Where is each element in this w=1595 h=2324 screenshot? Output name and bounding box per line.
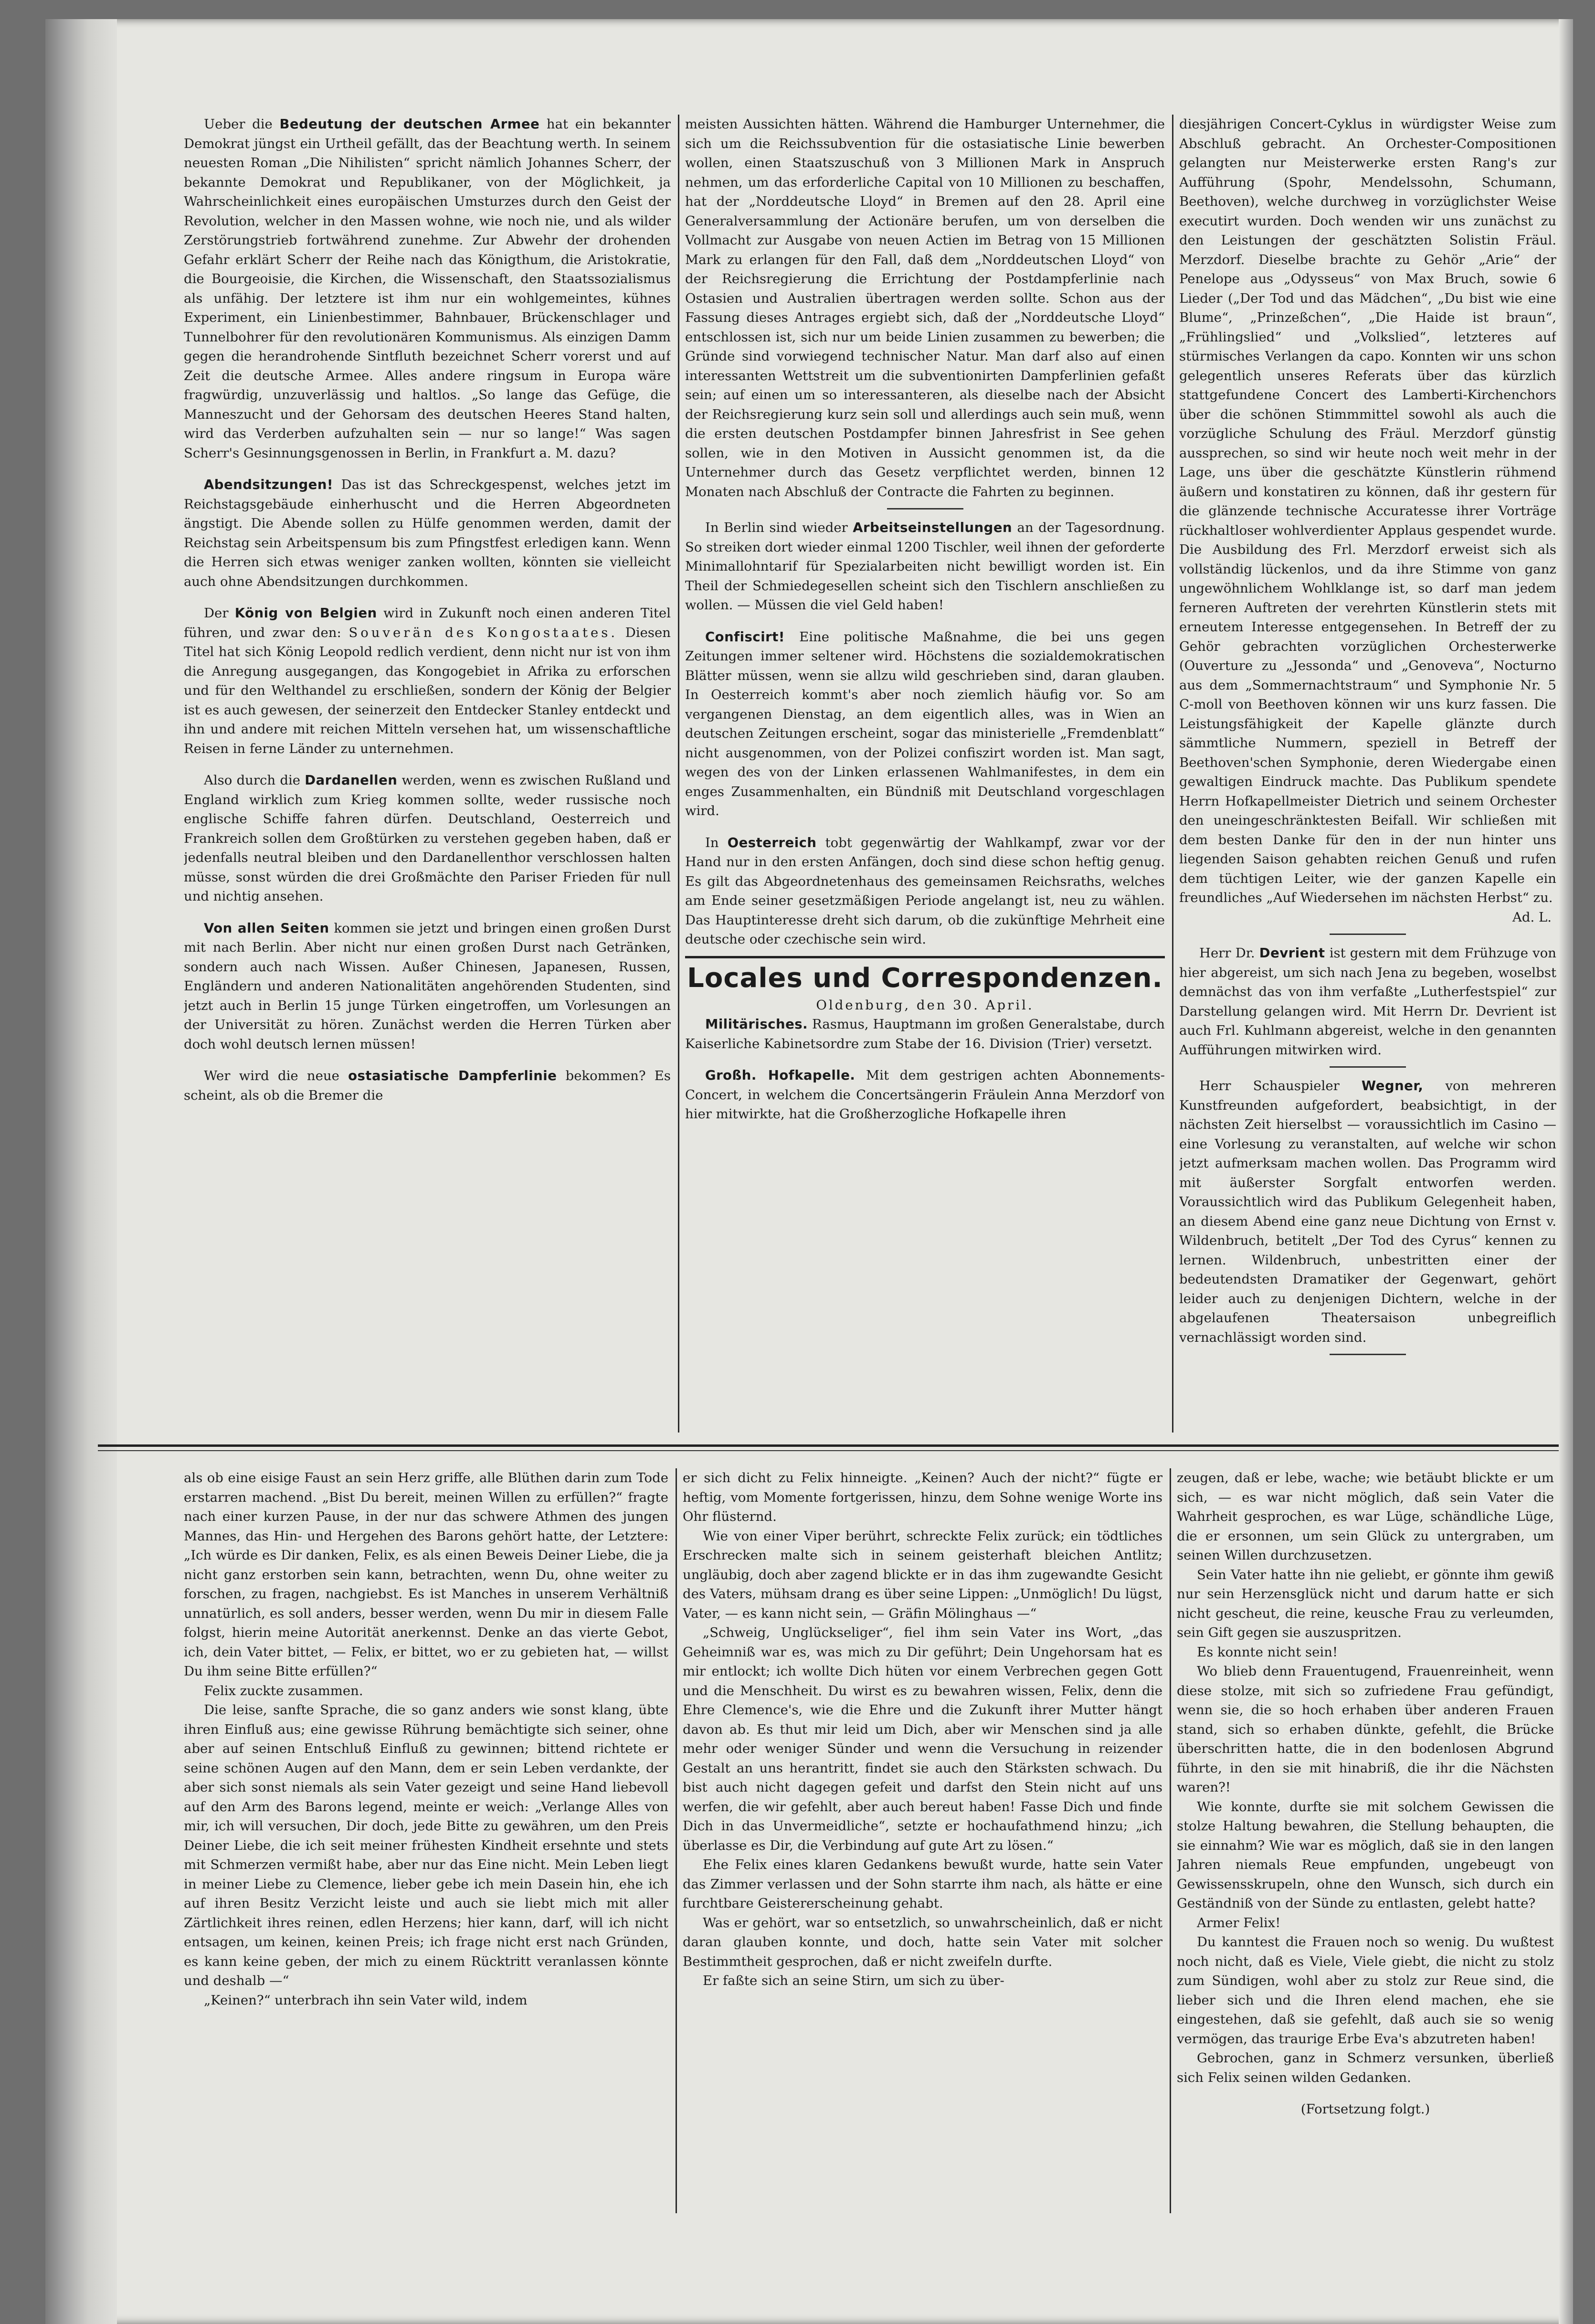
article-dampferlinie-cont: meisten Aussichten hätten. Während die Hamburger Unternehmer, die sich um die Reichssubvention für die ostasiatische Linie bewerben wollen, einen Staatszuschuß von 3 Millionen Mark in Anspruch nehmen, um das erforderliche Capital von 10 Millionen zu beschaffen, hat der „Norddeutsche Lloyd“ in Bremen auf den 28. April eine Generalversammlung der Actionäre berufen, um von derselben die Vollmacht zur Ausgabe von neuen Actien im Betrag von 15 Millionen Mark zu erlangen für den Fall, daß dem „Norddeutschen Lloyd“ von der Reichsregierung die Errichtung der Postdampferlinie nach Ostasien und Australien übertragen werden sollte. Schon aus der Fassung dieses Antrages ergiebt sich, daß der „Norddeutsche Lloyd“ entschlossen ist, sich nur um beide Linien zusammen zu bewerben; die Gründe sind vorwiegend technischer Natur. Man darf also auf einen interessanten Wettstreit um die subventionirten Dampferlinien gefaßt sein; auf einen um so interessanteren, als dieselbe nach der Absicht der Reichsregierung kurz sein soll und allerdings auch sein muß, wenn die ersten deutschen Postdampfer binnen Jahresfrist in See gehen sollen, wie in den Motiven in Aussicht genommen ist, da die Unternehmer durch das Gesetz verpflichtet werden, binnen 12 Monaten nach Abschluß der Contracte die Fahrten zu beginnen.: [685, 117, 1165, 499]
page-right-edge: [1559, 19, 1573, 2324]
feuilleton-column-3: [1177, 1468, 1554, 2213]
feuilleton-paragraph: Gebrochen, ganz in Schmerz versunken, überließ sich Felix seinen wilden Gedanken.: [1177, 2050, 1554, 2085]
feuilleton-column-2: [683, 1468, 1162, 2213]
feuilleton-paragraph: Es konnte nicht sein!: [1197, 1644, 1338, 1660]
column-3: [1179, 115, 1556, 1433]
feuilleton-paragraph: Sein Vater hatte ihn nie geliebt, er gönnte ihm gewiß nur sein Herzensglück nicht und darum hatte er sich nicht gescheut, die reine, keusche Frau zu verleumden, sein Gift gegen sie auszuspritzen.: [1177, 1567, 1554, 1640]
column-1: [184, 115, 671, 1428]
feuilleton-paragraph: Du kanntest die Frauen noch so wenig. Du wußtest noch nicht, daß es Viele, Viele giebt, die nicht zu stolz zum Sündigen, wohl aber zu stolz zur Reue sind, die lieber sich und die Ihren elend machen, ehe sie eingestehen, daß sie gefehlt, daß auch sie so wenig vermögen, das traurige Erbe Eva's abzutreten haben!: [1177, 1934, 1554, 2047]
feuilleton-paragraph: Er faßte sich an seine Stirn, um sich zu über-: [703, 1973, 1004, 1988]
column-divider: [1170, 1468, 1171, 2213]
article-belgien: Der König von Belgien wird in Zukunft noch einen anderen Titel führen, und zwar den: Souverän des Kongostaates. Diesen Titel hat sich König Leopold redlich verdient, denn nicht nur ist von ihm die Anregung ausgegangen, das Kongogebiet in Afrika zu erforschen und für den Welthandel zu erschließen, sondern der König der Belgier ist es auch gewesen, der seinerzeit den Entdecker Stanley entdeckt und ihn und andere mit reichen Mitteln versehen hat, um wissenschaftliche Reisen in ferne Länder zu unternehmen.: [184, 605, 671, 756]
newspaper-page: [45, 19, 1573, 2324]
feuilleton-paragraph: Wie von einer Viper berührt, schreckte Felix zurück; ein tödtliches Erschrecken malte sich in seinem geisterhaft bleichen Antlitz; ungläubig, doch aber zagend blickte er in das ihm zugewandte Gesicht des Vaters, mühsam drang es über seine Lippen: „Unmöglich! Du lügst, Vater, — es kann nicht sein, — Gräfin Mölinghaus —“: [683, 1528, 1162, 1621]
author-signature: Ad. L.: [1512, 909, 1552, 925]
feuilleton-paragraph: als ob eine eisige Faust an sein Herz griffe, alle Blüthen darin zum Tode erstarren machend. „Bist Du bereit, meinen Willen zu erfüllen?“ fragte nach einer kurzen Pause, in der nur das schwere Athmen des jungen Mannes, das Hin- und Hergehen des Barons gehört hatte, der Letztere: „Ich würde es Dir danken, Felix, es als einen Beweis Deiner Liebe, die ja nicht ganz erstorben sein kann, betrachten, wenn Du, ohne weiter zu forschen, zu fragen, nachgiebst. Es ist Manches in unserem Verhältniß unnatürlich, es soll anders, besser werden, wenn Du mir in diesem Falle folgst, hierin meine Autorität anerkennst. Denke an das vierte Gebot, ich, dein Vater bittet, — Felix, er bittet, wo er zu gebieten hat, — willst Du ihm seine Bitte erfüllen?“: [184, 1470, 668, 1679]
article-dampferlinie: Wer wird die neue ostasiatische Dampferlinie bekommen? Es scheint, als ob die Bremer die: [184, 1068, 671, 1103]
feuilleton-paragraph: Felix zuckte zusammen.: [204, 1683, 363, 1698]
article-von-allen-seiten: Von allen Seiten kommen sie jetzt und bringen einen großen Durst mit nach Berlin. Aber nicht nur einen großen Durst nach Getränken, sondern auch nach Wissen. Außer Chinesen, Japanesen, Russen, Engländern und anderen Nationalitäten angehörenden Studenten, sind jetzt auch in Berlin 15 junge Türken eingetroffen, um Vorlesungen an der Universität zu hören. Zunächst werden die Herren Türken aber doch wohl deutsch lernen müssen!: [184, 920, 671, 1052]
article-separator: [1330, 1354, 1406, 1355]
feuilleton-paragraph: „Keinen?“ unterbrach ihn sein Vater wild, indem: [204, 1992, 528, 2008]
feuilleton-paragraph: er sich dicht zu Felix hinneigte. „Keinen? Auch der nicht?“ fügte er heftig, vom Momente fortgerissen, hinzu, dem Sohne wenige Worte ins Ohr flüsternd.: [683, 1470, 1162, 1524]
section-heading: Locales und Correspondenzen.: [685, 956, 1165, 996]
article-separator: [1330, 1066, 1406, 1068]
article-abendsitzungen: Abendsitzungen! Das ist das Schreckgespenst, welches jetzt im Reichstagsgebäude einherhuscht und die Herren Abgeordneten ängstigt. Die Abende sollen zu Hülfe genommen werden, damit der Reichstag sein Arbeitspensum bis zum Pfingstfest erledigen kann. Wenn die Herren sich etwas weniger zanken wollten, könnten sie vielleicht auch ohne Abendsitzungen durchkommen.: [184, 477, 671, 589]
article-oesterreich: In Oesterreich tobt gegenwärtig der Wahlkampf, zwar vor der Hand nur in den ersten Anfängen, doch sind diese schon heftig genug. Es gilt das Abgeordnetenhaus des gemeinsamen Reichsraths, welches am Ende seiner gesetzmäßigen Periode angelangt ist, neu zu wählen. Das Hauptinteresse dreht sich darum, ob die zukünftige Mehrheit eine deutsche oder czechische sein wird.: [685, 835, 1165, 947]
article-hofkapelle: Großh. Hofkapelle. Mit dem gestrigen achten Abonnements-Concert, in welchem die Concertsängerin Fräulein Anna Merzdorf von hier mitwirkte, hat die Großherzogliche Hofkapelle ihren: [685, 1068, 1165, 1122]
page-binding-edge: [45, 19, 117, 2324]
feuilleton-paragraph: zeugen, daß er lebe, wache; wie betäubt blickte er um sich, — es war nicht möglich, daß sein Vater die Wahrheit gesprochen, es war Lüge, schändliche Lüge, die er ersonnen, um sein Glück zu untergraben, um seinen Willen durchzusetzen.: [1177, 1470, 1554, 1563]
feuilleton-paragraph: Was er gehört, war so entsetzlich, so unwahrscheinlich, daß er nicht daran glauben konnte, und doch, hatte sein Vater mit solcher Bestimmtheit gesprochen, daß er nicht zweifeln durfte.: [683, 1915, 1162, 1969]
article-devrient: Herr Dr. Devrient ist gestern mit dem Frühzuge von hier abgereist, um sich nach Jena zu begeben, woselbst demnächst das von ihm verfaßte „Lutherfestspiel“ zur Darstellung gelangen wird. Mit Herrn Dr. Devrient ist auch Frl. Kuhlmann abgereist, welche in den genannten Aufführungen mitwirken wird.: [1179, 945, 1556, 1058]
article-wegner: Herr Schauspieler Wegner, von mehreren Kunstfreunden aufgefordert, beabsichtigt, in der nächsten Zeit hierselbst — voraussichtlich im Casino — eine Vorlesung zu veranstalten, auf welche wir schon jetzt aufmerksam machen wollen. Das Programm wird mit äußerster Sorgfalt entworfen werden. Voraussichtlich wird das Publikum Gelegenheit haben, an diesem Abend eine ganz neue Dichtung von Ernst v. Wildenbruch, betitelt „Der Tod des Cyrus“ kennen zu lernen. Wildenbruch, unbestritten einer der bedeutendsten Dramatiker der Gegenwart, gehört leider auch zu denjenigen Dichtern, welche in der abgelaufenen Theatersaison unbegreiflich vernachlässigt worden sind.: [1179, 1078, 1556, 1345]
feuilleton-paragraph: Wo blieb denn Frauentugend, Frauenreinheit, wenn diese stolze, mit sich so zufriedene Frau gefündigt, wenn sie, die so hoch erhaben über anderen Frauen stand, sich so erhaben dünkte, gefehlt, die Brücke überschritten hatte, die in den bodenlosen Abgrund führte, in den sie mit hinabriß, die ihr die Nächsten waren?!: [1177, 1664, 1554, 1795]
dateline: Oldenburg, den 30. April.: [816, 997, 1034, 1013]
column-divider: [676, 1468, 677, 2213]
feuilleton-paragraph: Die leise, sanfte Sprache, die so ganz anders wie sonst klang, übte ihren Einfluß aus; eine gewisse Rührung bemächtigte sich seiner, ohne aber auf seinen Entschluß Einfluß zu gewinnen; bittend richtete er seine schönen Augen auf den Mann, dem er sein Leben verdankte, der aber sich sonst niemals als sein Vater gezeigt und seine Hand liebevoll auf den Arm des Barons legend, meinte er weich: „Verlange Alles von mir, ich will versuchen, Dir doch, jede Bitte zu gewähren, um den Preis Deiner Liebe, die ich seit meiner frühesten Kindheit ersehnte und stets mit Schmerzen vermißt habe, aber nur das Eine nicht. Mein Leben liegt in meiner Liebe zu Clemence, lieber gebe ich mein Dasein hin, ehe ich auf ihren Besitz Verzicht leiste und auch sie liebt mich mit aller Zärtlichkeit ihres reinen, edlen Herzens; hier kann, darf, will ich nicht entsagen, um keinen, keinen Preis; ich frage nicht erst nach Gründen, es kann keine geben, der mich zu einem Rücktritt veranlassen könnte und deshalb —“: [184, 1702, 668, 1988]
continued-note: (Fortsetzung folgt.): [1300, 2101, 1430, 2117]
column-divider: [678, 115, 679, 1433]
article-arbeitseinstellungen: In Berlin sind wieder Arbeitseinstellungen an der Tagesordnung. So streiken dort wieder einmal 1200 Tischler, weil ihnen der geforderte Minimallohntarif für Spezialarbeiten nicht bewilligt worden ist. Ein Theil der Schmiedegesellen scheint sich den Tischlern anschließen zu wollen. — Müssen die viel Geld haben!: [685, 520, 1165, 613]
article-hofkapelle-cont: diesjährigen Concert-Cyklus in würdigster Weise zum Abschluß gebracht. An Orchester-Compositionen gelangten nur Meisterwerke ersten Rang's zur Aufführung (Spohr, Mendelssohn, Schumann, Beethoven), welche durchweg in vorzüglichster Weise executirt wurden. Doch wenden wir uns zunächst zu den Leistungen der geschätzten Solistin Fräul. Merzdorf. Dieselbe brachte zu Gehör „Arie“ der Penelope aus „Odysseus“ von Max Bruch, sowie 6 Lieder („Der Tod und das Mädchen“, „Du bist wie eine Blume“, „Prinzeßchen“, „Die Haide ist braun“, „Frühlingslied“ und „Volkslied“, letzteres auf stürmisches Verlangen da capo. Konnten wir uns schon gelegentlich unseres Referats über das kürzlich stattgefundene Concert des Lamberti-Kirchenchors über die schönen Stimmmittel sowohl als auch die vorzügliche Schulung des Fräul. Merzdorf günstig aussprechen, so sind wir heute noch weit mehr in der Lage, uns über die geschätzte Künstlerin rühmend äußern und konstatiren zu können, daß ihr gestern für die glänzende technische Accuratesse ihrer Vorträge rückhaltloser wohlverdienter Applaus gespendet wurde. Die Ausbildung des Frl. Merzdorf erweist sich als vollständig lückenlos, und da ihre Stimme von ganz ungewöhnlichem Wohlklange ist, so darf man jedem ferneren Auftreten der verehrten Künstlerin stets mit erneutem Interesse entgegensehen. In Betreff der zu Gehör gebrachten vorzüglichen Orchesterwerke (Ouverture zu „Jessonda“ und „Genoveva“, Nocturno aus dem „Sommernachtstraum“ und Symphonie Nr. 5 C-moll von Beethoven können wir uns kurz fassen. Die Leistungsfähigkeit der Kapelle glänzte durch sämmtliche Nummern, speziell in Betreff der Beethoven'schen Symphonie, deren Wiedergabe einen gewaltigen Eindruck machte. Das Publikum spendete Herrn Hofkapellmeister Dietrich und seinem Orchester den uneingeschränktesten Beifall. Wir schließen mit dem besten Danke für den in der nun hinter uns liegenden Saison gehabten reichen Genuß und rufen dem tüchtigen Leiter, wie der ganzen Kapelle ein freundliches „Auf Wiedersehen im nächsten Herbst“ zu.: [1179, 117, 1556, 905]
article-dardanellen: Also durch die Dardanellen werden, wenn es zwischen Rußland und England wirklich zum Krieg kommen sollte, weder russische noch englische Schiffe fahren dürfen. Deutschland, Oesterreich und Frankreich sollen dem Großtürken zu verstehen gegeben haben, daß er jedenfalls neutral bleiben und den Dardanellenthor verschlossen halten müsse, sonst würden die drei Großmächte den Pariser Frieden für null und nichtig ansehen.: [184, 773, 671, 904]
feuilleton-rule: [98, 1444, 1559, 1447]
article-separator: [887, 508, 963, 509]
feuilleton-paragraph: Armer Felix!: [1197, 1915, 1281, 1931]
article-militaerisches: Militärisches. Rasmus, Hauptmann im großen Generalstabe, durch Kaiserliche Kabinetsordre zum Stabe der 16. Division (Trier) versetzt.: [685, 1017, 1165, 1051]
feuilleton-paragraph: „Schweig, Unglückseliger“, fiel ihm sein Vater ins Wort, „das Geheimniß war es, was mich zu Dir geführt; Dein Ungehorsam hat es mir entlockt; ich wollte Dich hüten vor einem Verbrechen gegen Gott und die Menschheit. Du wirst es zu bewahren wissen, Felix, denn die Ehre Clemence's, wie die Ehre und die Zukunft ihrer Mutter hängt davon ab. Es thut mir leid um Dich, aber wir Menschen sind ja alle mehr oder weniger Sünder und wenn die Versuchung in reizender Gestalt an uns herantritt, findet sie auch den Stärksten schwach. Du bist auch nicht dagegen gefeit und darfst den Stein nicht auf uns werfen, die wir gefehlt, aber auch bereut haben! Fasse Dich und finde Dich in das Unvermeidliche“, setzte er hochaufathmend hinzu; „ich überlasse es Dir, die Verbindung auf gute Art zu lösen.“: [683, 1625, 1162, 1853]
feuilleton-paragraph: Ehe Felix eines klaren Gedankens bewußt wurde, hatte sein Vater das Zimmer verlassen und der Sohn starrte ihm nach, als hätte er eine furchtbare Geistererscheinung gehabt.: [683, 1857, 1162, 1911]
column-2: [685, 115, 1165, 1433]
article-separator: [1330, 934, 1406, 935]
feuilleton-rule-thin: [98, 1450, 1559, 1451]
column-divider: [1172, 115, 1173, 1433]
feuilleton-column-1: [184, 1468, 668, 2213]
article-confiscirt: Confiscirt! Eine politische Maßnahme, die bei uns gegen Zeitungen immer seltener wird. Höchstens die sozialdemokratischen Blätter müssen, wenn sie allzu wild geschrieben sind, daran glauben. In Oesterreich kommt's aber noch ziemlich häufig vor. So am vergangenen Dienstag, an dem eigentlich alles, was in Wien an deutschen Zeitungen erscheint, sogar das ministerielle „Fremdenblatt“ nicht ausgenommen, von der Polizei confiszirt worden ist. Man sagt, wegen des von der Linken erlassenen Wahlmanifestes, in dem ein enges Zusammenhalten, ein Bündniß mit Deutschland vorgeschlagen wird.: [685, 629, 1165, 818]
article-armee: Ueber die Bedeutung der deutschen Armee hat ein bekannter Demokrat jüngst ein Urtheil gefällt, das der Beachtung werth. In seinem neuesten Roman „Die Nihilisten“ spricht nämlich Johannes Scherr, der bekannte Demokrat und Republikaner, von der Möglichkeit, ja Wahrscheinlichkeit eines europäischen Umsturzes durch den Geist der Revolution, welcher in den Massen wohne, wie noch nie, und als wilder Zerstörungstrieb fortwährend zunehme. Zur Abwehr der drohenden Gefahr erklärt Scherr der Reihe nach das Königthum, die Aristokratie, die Bourgeoisie, die Kirchen, die Wissenschaft, den Staatssozialismus als unfähig. Der letztere ist ihm nur ein wohlgemeintes, kühnes Experiment, ein Linienbestimmer, Bahnbauer, Brückenschlager und Tunnelbohrer für den revolutionären Kommunismus. Als einzigen Damm gegen die herandrohende Sintfluth bezeichnet Scherr vorerst und auf Zeit die deutsche Armee. Alles andere ringsum in Europa wäre fragwürdig, unzuverlässig und haltlos. „So lange das Gefüge, die Manneszucht und der Gehorsam des deutschen Heeres Stand halten, wird das Verderben aufzuhalten sein — nur so lange!“ Was sagen Scherr's Gesinnungsgenossen in Berlin, in Frankfurt a. M. dazu?: [184, 117, 671, 461]
feuilleton-paragraph: Wie konnte, durfte sie mit solchem Gewissen die stolze Haltung bewahren, die Stellung behaupten, die sie einnahm? Wie war es möglich, daß sie in den langen Jahren niemals Reue empfunden, ungebeugt von Gewissensskrupeln, ohne den Wunsch, sich durch ein Geständniß von der Sünde zu entlasten, gelebt hatte?: [1177, 1799, 1554, 1911]
